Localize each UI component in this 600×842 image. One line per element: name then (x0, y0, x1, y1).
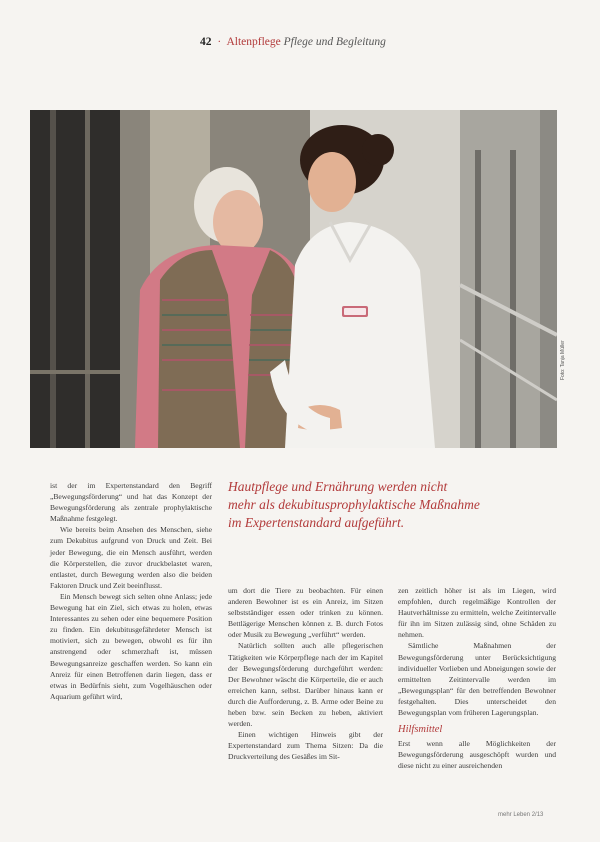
paragraph: Wie bereits beim Ansehen des Menschen, siehe zum Dekubitus aufgrund von Druck und Zeit. Bei jeder Bewegung, die ein Mensch ausführt, werden die Körperstellen, die zuvor druckbelastet waren, entlastet, durch Bewegung werden also die beiden Faktoren Druck und Zeit beeinflusst. (50, 525, 212, 590)
paragraph: Erst wenn alle Möglichkeiten der Bewegungsförderung ausgeschöpft wurden und diese nicht zu einer ausreichenden (398, 739, 556, 771)
paragraph: Natürlich sollten auch alle pflegerischen Tätigkeiten wie Körperpflege nach der im Kapitel der Bewegungsförderung durchgeführt werden: Der Bewohner wäscht die Körperteile, die er auch erreichen kann, selbst. Darüber hinaus kann er durch die Aufforderung, z. B. Arme oder Beine zu heben bzw. sein Becken zu heben, aktiviert werden. (228, 641, 383, 729)
text-column-3 (398, 585, 556, 772)
pull-quote-line: mehr als dekubitusprophylaktische Maßnahme (228, 497, 480, 512)
photo-illustration (30, 110, 557, 448)
header-separator: · (217, 36, 222, 48)
paragraph: ist der im Expertenstandard den Begriff „Bewegungsförderung“ und hat das Konzept der Bewegungsförderung als zentrale prophylaktische Maßnahme festgelegt. (50, 481, 212, 524)
article-photo (30, 110, 557, 448)
paragraph: Ein Mensch bewegt sich selten ohne Anlass; jede Bewegung hat ein Ziel, sich etwas zu holen, etwas Interessantes zu sehen oder eine bequemere Position zu finden. Ein dekubitusgefährdeter Mensch ist motiviert, sich zu bewegen, obwohl es für ihn anstrengend oder schmerzhaft ist, müssen Bewegungsanreize geschaffen werden. So kann ein Anreiz für einen Betroffenen darin liegen, dass er etwas in Bedürfnis sieht, zum Vogelhäuschen oder Aquarium geführt wird, (50, 591, 212, 701)
photo-credit: Foto: Tanja Müller (560, 340, 566, 380)
pull-quote (228, 478, 548, 532)
text-column-1 (50, 480, 212, 702)
pull-quote-line: im Expertenstandard aufgeführt. (228, 515, 405, 530)
subheading-hilfsmittel: Hilfsmittel (398, 724, 443, 736)
page-header (200, 36, 386, 48)
page-number: 42 (200, 36, 212, 48)
pull-quote-line: Hautpflege und Ernährung werden nicht (228, 479, 448, 494)
paragraph: Einen wichtigen Hinweis gibt der Expertenstandard zum Thema Sitzen: Da die Druckverteilung des Gesäßes im Sit- (228, 730, 383, 762)
paragraph: Sämtliche Maßnahmen der Bewegungsförderung unter Berücksichtigung individueller Vorlieben und Abneigungen sowie der ermittelten Zeitintervalle werden im „Bewegungsplan“ für den betreffenden Bewohner festgehalten. Dies unterscheidet den Bewegungsplan vom früheren Lagerungsplan. (398, 641, 556, 718)
paragraph: zen zeitlich höher ist als im Liegen, wird empfohlen, durch regelmäßige Kontrollen der Hautverhältnisse zu ermitteln, welche Zeitintervalle für ihn im Sitzen zulässig sind, ohne Schäden zu nehmen. (398, 586, 556, 640)
section-title: Altenpflege (226, 36, 281, 48)
text-column-2 (228, 585, 383, 763)
page-footer: mehr Leben 2/13 (498, 812, 544, 818)
section-subtitle: Pflege und Begleitung (283, 36, 386, 48)
paragraph: um dort die Tiere zu beobachten. Für einen anderen Bewohner ist es ein Anreiz, im Sitzen selbstständiger essen oder trinken zu können. Bettlägerige Menschen können z. B. durch Fotos oder Musik zu Bewegung „verführt“ werden. (228, 586, 383, 640)
